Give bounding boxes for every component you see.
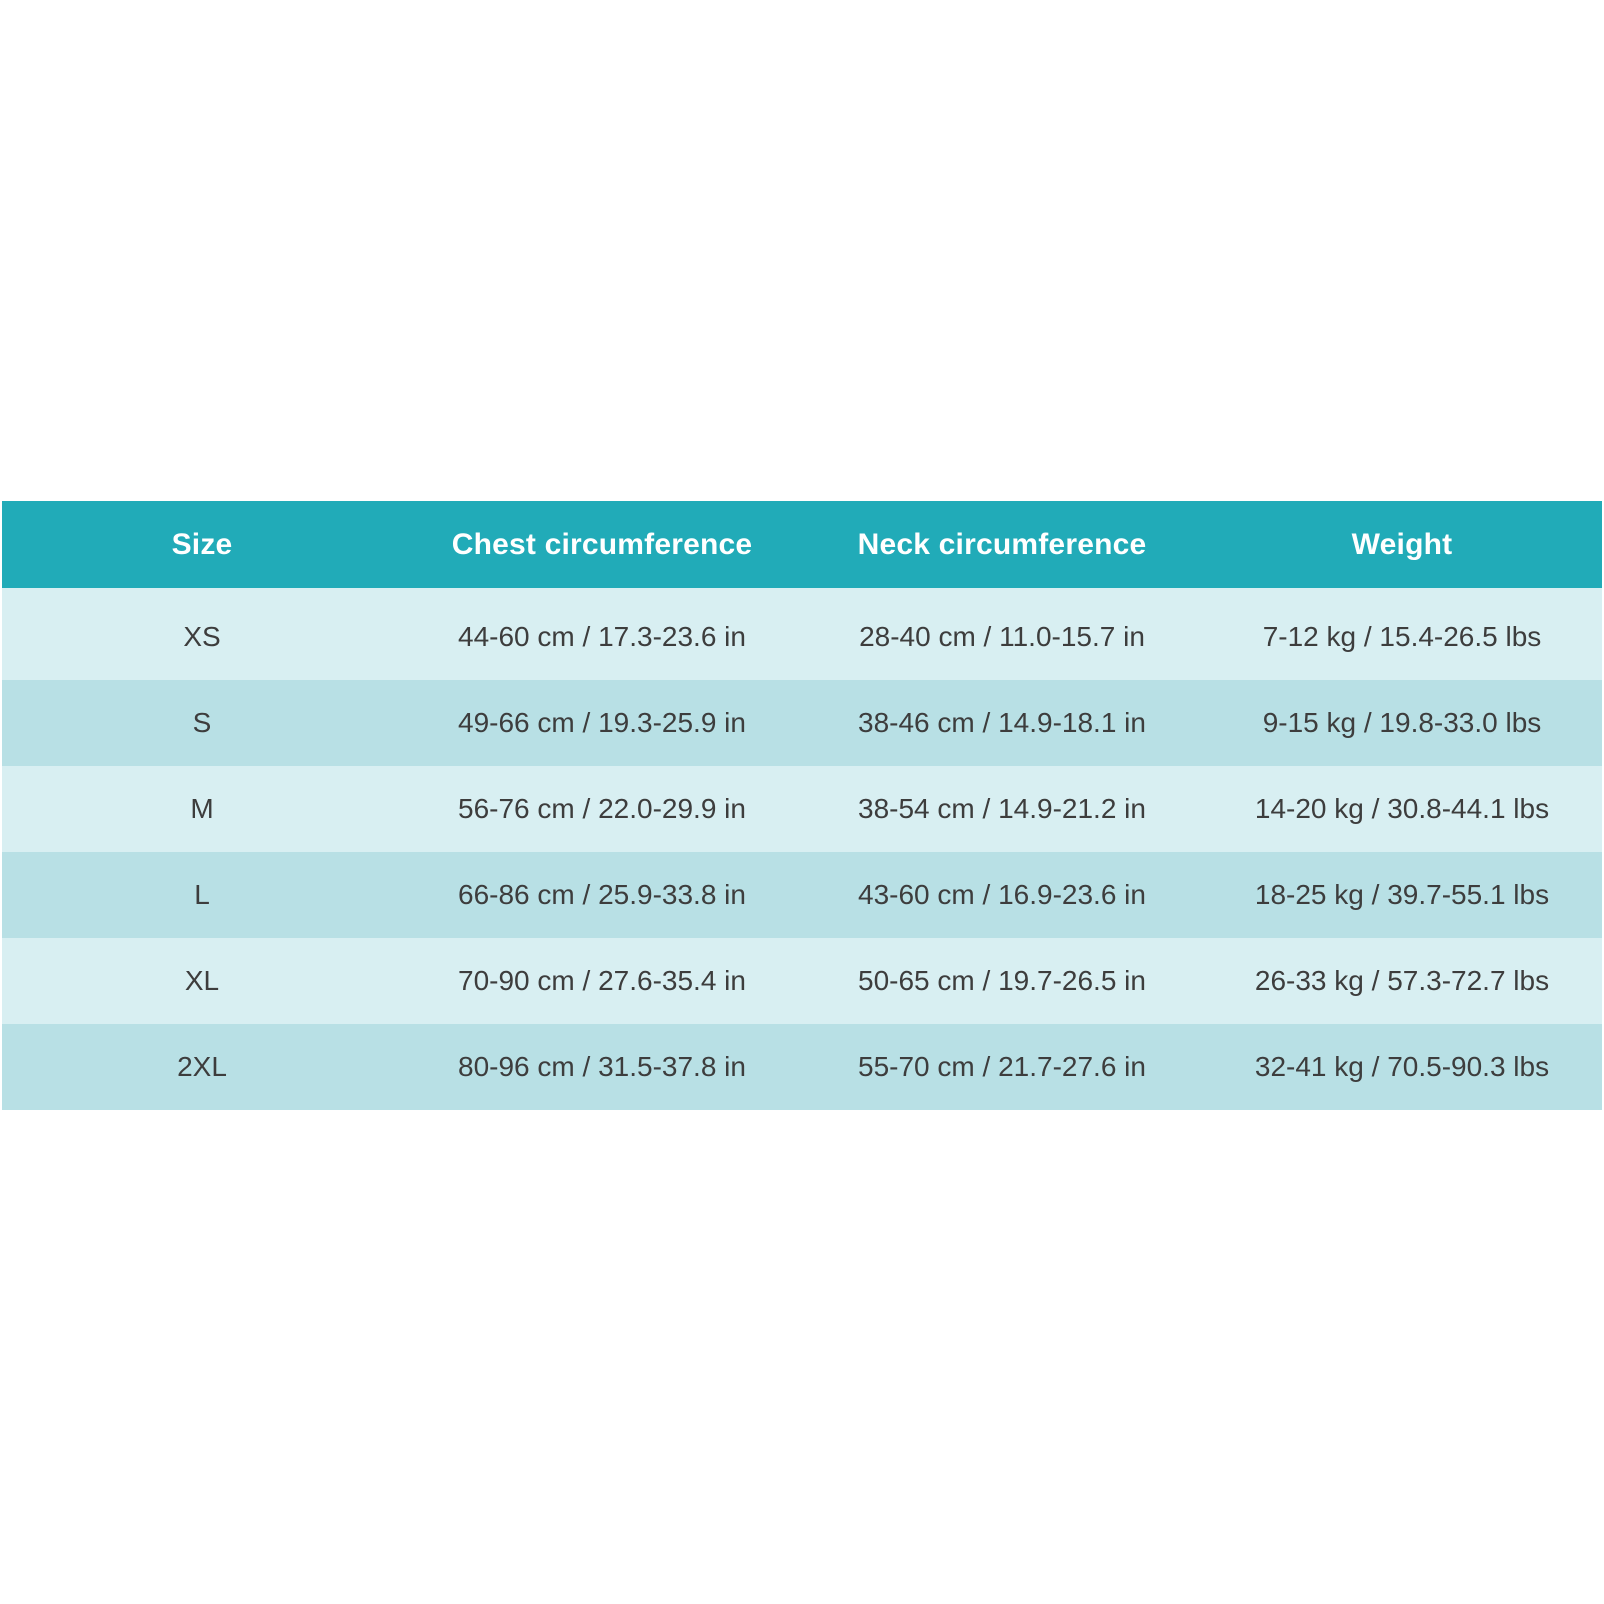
weight-cell: 9-15 kg / 19.8-33.0 lbs [1262,707,1542,738]
header-size: Size [171,527,233,561]
size-cell: L [194,879,210,910]
chest-cell: 44-60 cm / 17.3-23.6 in [458,621,746,652]
size-chart-table [2,501,1602,1110]
neck-cell: 43-60 cm / 16.9-23.6 in [858,879,1146,910]
chest-cell: 49-66 cm / 19.3-25.9 in [458,707,746,738]
header-weight: Weight [1351,527,1453,561]
table-row [2,594,1602,680]
neck-cell: 50-65 cm / 19.7-26.5 in [858,965,1146,996]
size-cell: 2XL [177,1051,227,1082]
header-neck-circumference: Neck circumference [857,527,1147,561]
weight-cell: 26-33 kg / 57.3-72.7 lbs [1254,965,1550,996]
size-cell: S [192,707,212,738]
chest-cell: 56-76 cm / 22.0-29.9 in [458,793,746,824]
table-header-row [2,501,1602,594]
weight-cell: 32-41 kg / 70.5-90.3 lbs [1254,1051,1550,1082]
weight-cell: 7-12 kg / 15.4-26.5 lbs [1262,621,1542,652]
header-chest-circumference: Chest circumference [451,527,753,561]
table-row [2,1024,1602,1110]
weight-cell: 18-25 kg / 39.7-55.1 lbs [1254,879,1550,910]
size-cell: XS [183,621,221,652]
size-cell: XL [184,965,220,996]
chest-cell: 80-96 cm / 31.5-37.8 in [458,1051,746,1082]
table-row [2,852,1602,938]
neck-cell: 38-54 cm / 14.9-21.2 in [858,793,1146,824]
neck-cell: 38-46 cm / 14.9-18.1 in [858,707,1146,738]
chest-cell: 66-86 cm / 25.9-33.8 in [458,879,746,910]
table-row [2,766,1602,852]
neck-cell: 55-70 cm / 21.7-27.6 in [858,1051,1146,1082]
weight-cell: 14-20 kg / 30.8-44.1 lbs [1254,793,1550,824]
chest-cell: 70-90 cm / 27.6-35.4 in [458,965,746,996]
table-row [2,680,1602,766]
neck-cell: 28-40 cm / 11.0-15.7 in [859,621,1145,652]
table-row [2,938,1602,1024]
size-cell: M [190,793,214,824]
